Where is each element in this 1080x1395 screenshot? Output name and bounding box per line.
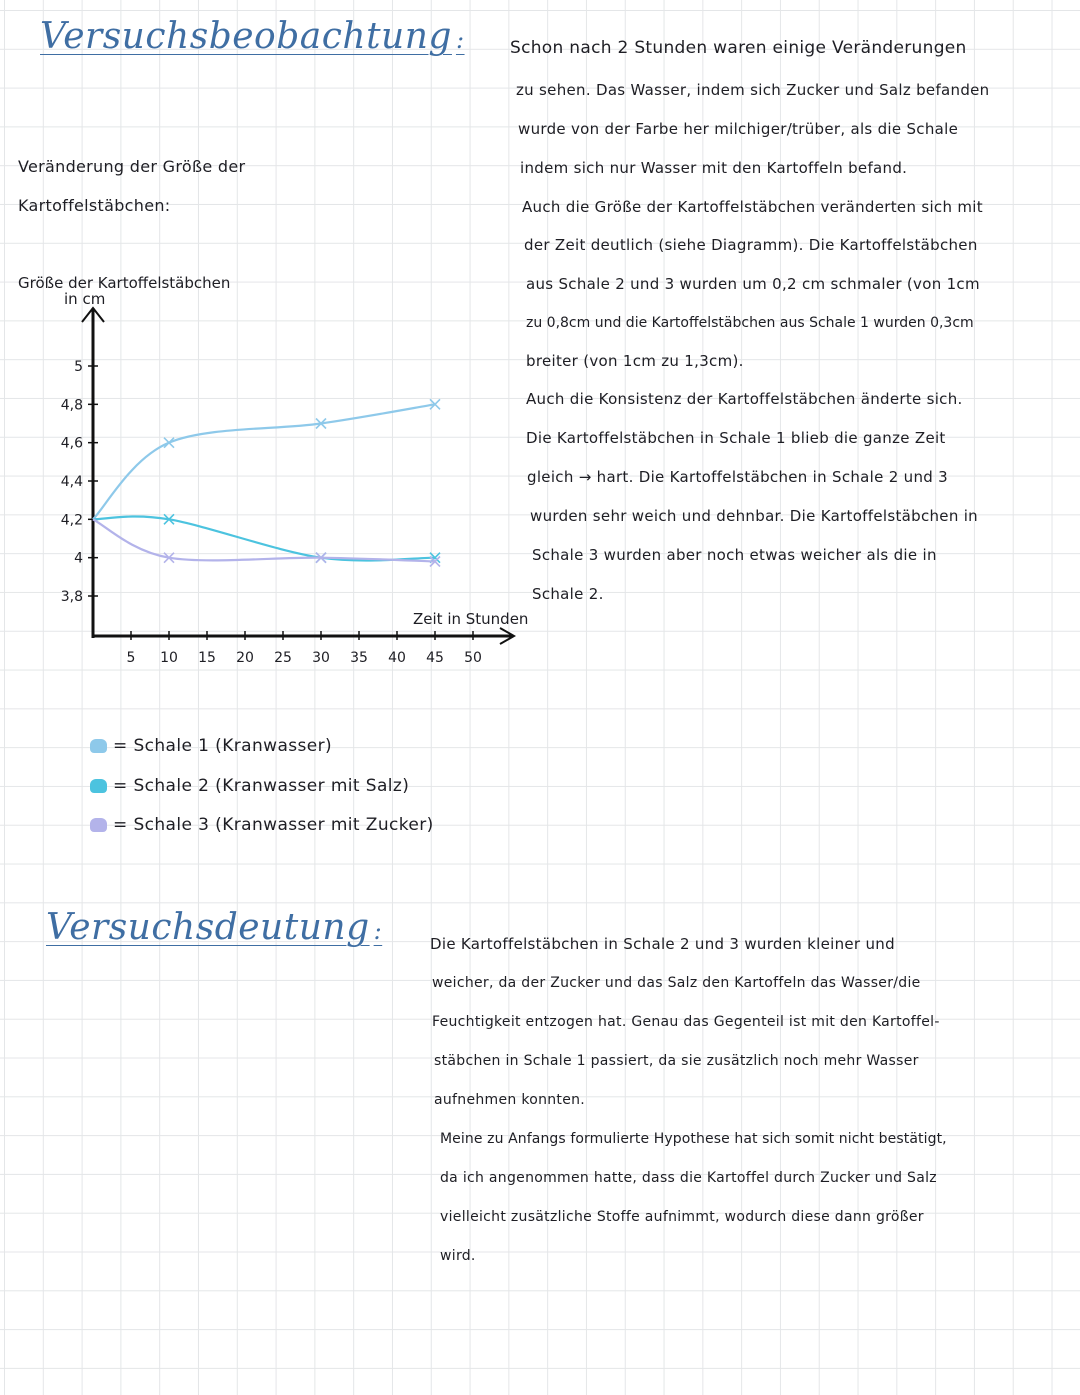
interpretation-line-8: vielleicht zusätzliche Stoffe aufnimmt, wodurch diese dann größer (440, 1209, 924, 1225)
y-axis-unit: in cm (64, 290, 106, 308)
observation-line-3: wurde von der Farbe her milchiger/trüber, als die Schale (518, 120, 959, 138)
series-line-schale-1 (93, 404, 435, 519)
observation-line-7: aus Schale 2 und 3 wurden um 0,2 cm schmaler (von 1cm (526, 275, 980, 293)
y-tick-label-0: 5 (74, 359, 83, 375)
x-tick-label-20: 20 (236, 650, 254, 666)
observation-line-4: indem sich nur Wasser mit den Kartoffeln befand. (520, 159, 908, 177)
y-axis-label: Größe der Kartoffelstäbchen (18, 274, 231, 292)
interpretation-line-3: Feuchtigkeit entzogen hat. Genau das Gegenteil ist mit den Kartoffel- (432, 1014, 940, 1030)
legend-label-schale-2: = Schale 2 (Kranwasser mit Salz) (113, 776, 410, 796)
interpretation-line-2: weicher, da der Zucker und das Salz den Kartoffeln das Wasser/die (432, 975, 921, 991)
y-tick-label-4: 4,2 (60, 512, 83, 529)
size-chart (0, 270, 560, 690)
observation-line-10: Auch die Konsistenz der Kartoffelstäbchen änderte sich. (526, 390, 963, 408)
observation-line-13: wurden sehr weich und dehnbar. Die Kartoffelstäbchen in (530, 507, 978, 525)
observation-line-6: der Zeit deutlich (siehe Diagramm). Die Kartoffelstäbchen (524, 236, 978, 254)
y-tick-label-5: 4 (74, 550, 83, 567)
observation-line-1: Schon nach 2 Stunden waren einige Veränderungen (510, 38, 967, 58)
legend-swatch-schale-2 (90, 779, 107, 793)
x-tick-label-30: 30 (312, 650, 330, 666)
interpretation-line-9: wird. (440, 1248, 476, 1264)
observation-line-15: Schale 2. (532, 585, 604, 603)
observation-line-8: zu 0,8cm und die Kartoffelstäbchen aus Schale 1 wurden 0,3cm (526, 315, 974, 331)
legend-item-schale-3 (90, 815, 434, 835)
legend-swatch-schale-3 (90, 818, 107, 832)
y-tick-label-1: 4,8 (60, 397, 83, 414)
y-tick-label-6: 3,8 (60, 589, 83, 605)
observation-line-12: gleich → hart. Die Kartoffelstäbchen in Schale 2 und 3 (527, 468, 948, 486)
observation-line-9: breiter (von 1cm zu 1,3cm). (526, 352, 744, 370)
observation-line-14: Schale 3 wurden aber noch etwas weicher als die in (532, 546, 937, 564)
x-tick-label-40: 40 (388, 650, 406, 666)
chart-caption-line-2: Kartoffelstäbchen: (18, 196, 171, 215)
legend-item-schale-1 (90, 736, 332, 756)
observation-line-11: Die Kartoffelstäbchen in Schale 1 blieb die ganze Zeit (526, 429, 946, 447)
x-tick-label-15: 15 (198, 650, 216, 666)
interpretation-line-7: da ich angenommen hatte, dass die Kartoffel durch Zucker und Salz (440, 1170, 937, 1186)
interpretation-line-6: Meine zu Anfangs formulierte Hypothese hat sich somit nicht bestätigt, (440, 1131, 947, 1147)
y-tick-label-3: 4,4 (60, 474, 83, 490)
x-axis-label: Zeit in Stunden (413, 610, 529, 628)
chart-caption-line-1: Veränderung der Größe der (18, 157, 246, 176)
x-tick-label-50: 50 (464, 650, 482, 666)
x-tick-label-10: 10 (160, 650, 178, 666)
interpretation-line-4: stäbchen in Schale 1 passiert, da sie zusätzlich noch mehr Wasser (434, 1053, 919, 1069)
series-line-schale-3 (93, 519, 435, 561)
legend-swatch-schale-1 (90, 739, 107, 753)
interpretation-line-5: aufnehmen konnten. (434, 1092, 586, 1108)
observation-heading-colon: : (455, 26, 465, 54)
x-tick-label-45: 45 (426, 650, 444, 666)
observation-line-5: Auch die Größe der Kartoffelstäbchen veränderten sich mit (522, 198, 983, 216)
legend-item-schale-2 (90, 776, 409, 796)
observation-heading (40, 16, 465, 57)
observation-heading-text: Versuchsbeobachtung (40, 16, 452, 57)
series-line-schale-2 (93, 516, 435, 560)
x-tick-label-35: 35 (350, 650, 368, 666)
interpretation-heading-colon: : (373, 917, 383, 945)
observation-line-2: zu sehen. Das Wasser, indem sich Zucker und Salz befanden (516, 81, 990, 99)
interpretation-heading (46, 907, 382, 948)
data-point-schale-1-1 (164, 438, 174, 448)
y-tick-label-2: 4,6 (60, 435, 83, 452)
interpretation-heading-text: Versuchsdeutung (46, 907, 370, 948)
legend-label-schale-1: = Schale 1 (Kranwasser) (113, 736, 333, 756)
legend-label-schale-3: = Schale 3 (Kranwasser mit Zucker) (113, 815, 434, 835)
x-tick-label-25: 25 (274, 650, 292, 666)
interpretation-line-1: Die Kartoffelstäbchen in Schale 2 und 3 wurden kleiner und (430, 935, 895, 953)
x-tick-label-5: 5 (126, 650, 136, 666)
